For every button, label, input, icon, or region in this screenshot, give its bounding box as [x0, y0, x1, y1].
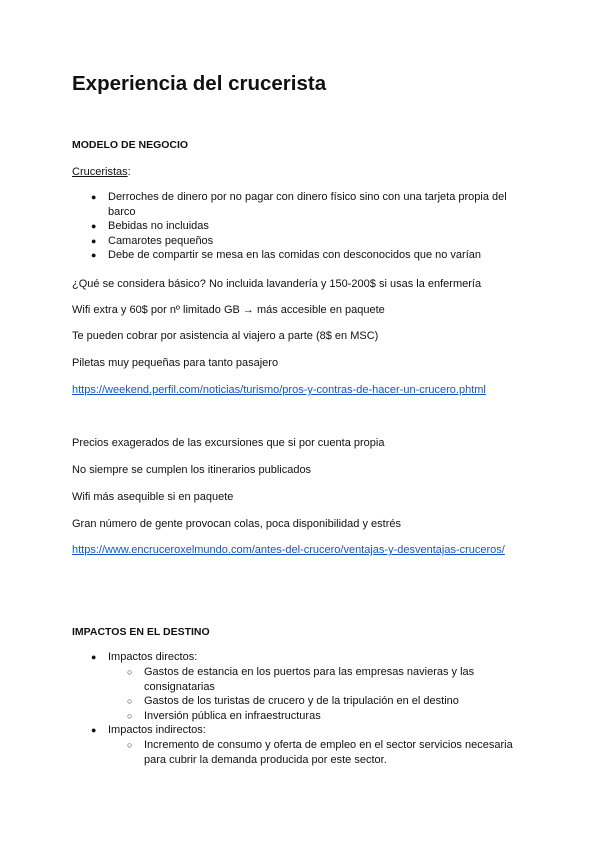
reference-link-perfil[interactable]: https://weekend.perfil.com/noticias/turismo/pros-y-contras-de-hacer-un-crucero.phtml — [72, 384, 486, 396]
sub-list-item — [127, 694, 474, 709]
bullet-list-impactos-2 — [91, 723, 206, 738]
list-item-text: Impactos indirectos: — [108, 724, 206, 736]
hollow-bullet-icon: ○ — [127, 710, 133, 721]
list-item-text-cont: barco — [108, 205, 136, 218]
list-item — [91, 219, 507, 234]
paragraph: Te pueden cobrar por asistencia al viajero a parte (8$ en MSC) — [72, 330, 379, 342]
sub-list-item-text: Gastos de los turistas de crucero y de la tripulación en el destino — [144, 695, 459, 707]
sub-list-item-text: Incremento de consumo y oferta de empleo en el sector servicios necesaria — [144, 739, 513, 751]
sub-list-item-text: Inversión pública en infraestructuras — [144, 709, 321, 722]
sub-list-item — [127, 709, 474, 724]
list-item — [91, 248, 507, 263]
paragraph: Gran número de gente provocan colas, poca disponibilidad y estrés — [72, 518, 401, 530]
list-item-text: Debe de compartir se mesa en las comidas con desconocidos que no varían — [108, 249, 481, 261]
hollow-bullet-icon: ○ — [127, 667, 133, 677]
section-heading-impactos: IMPACTOS EN EL DESTINO — [72, 626, 210, 638]
paragraph: Precios exagerados de las excursiones que si por cuenta propia — [72, 437, 385, 449]
bullet-icon: ● — [91, 725, 97, 735]
list-item-text: Impactos directos: — [108, 651, 198, 663]
list-item-text: Bebidas no incluidas — [108, 220, 209, 232]
hollow-bullet-icon: ○ — [127, 696, 133, 706]
sub-list-item — [127, 738, 513, 767]
subheading-text: Cruceristas — [72, 166, 128, 178]
paragraph: Wifi más asequible si en paquete — [72, 491, 234, 503]
paragraph: No siempre se cumplen los itinerarios publicados — [72, 464, 312, 476]
subheading-colon: : — [127, 166, 131, 178]
list-item — [91, 723, 206, 738]
sub-list-indirectos — [127, 738, 513, 767]
subheading-cruceristas — [72, 165, 131, 179]
sub-list-item-text-cont: para cubrir la demanda producida por este sector. — [144, 753, 387, 766]
bullet-icon: ● — [91, 221, 97, 231]
paragraph: ¿Qué se considera básico? No incluida lavandería y 150-200$ si usas la enfermería — [72, 278, 482, 290]
sub-list-directos — [127, 665, 475, 723]
list-item-text: Camarotes pequeños — [108, 234, 214, 247]
sub-list-item-text-cont: consignatarias — [144, 680, 215, 693]
section-heading-modelo: MODELO DE NEGOCIO — [72, 139, 189, 151]
bullet-icon: ● — [91, 652, 97, 662]
hollow-bullet-icon: ○ — [127, 740, 133, 750]
paragraph: Piletas muy pequeñas para tanto pasajero — [72, 357, 279, 369]
bullet-icon: ● — [91, 192, 97, 202]
bullet-list-modelo — [91, 190, 507, 263]
list-item — [91, 234, 507, 249]
bullet-list-impactos — [91, 650, 198, 665]
bullet-icon: ● — [91, 235, 97, 246]
page-title: Experiencia del crucerista — [72, 72, 327, 95]
paragraph: Wifi extra y 60$ por nº limitado GB → más accesible en paquete — [72, 304, 385, 316]
list-item — [91, 190, 507, 219]
bullet-icon: ● — [91, 250, 97, 260]
list-item-text: Derroches de dinero por no pagar con dinero físico sino con una tarjeta propia del — [108, 191, 507, 203]
sub-list-item-text: Gastos de estancia en los puertos para las empresas navieras y las — [144, 666, 475, 678]
list-item — [91, 650, 198, 665]
reference-link-encrucero[interactable]: https://www.encruceroxelmundo.com/antes-del-crucero/ventajas-y-desventajas-cruceros/ — [72, 544, 505, 556]
sub-list-item — [127, 665, 475, 694]
